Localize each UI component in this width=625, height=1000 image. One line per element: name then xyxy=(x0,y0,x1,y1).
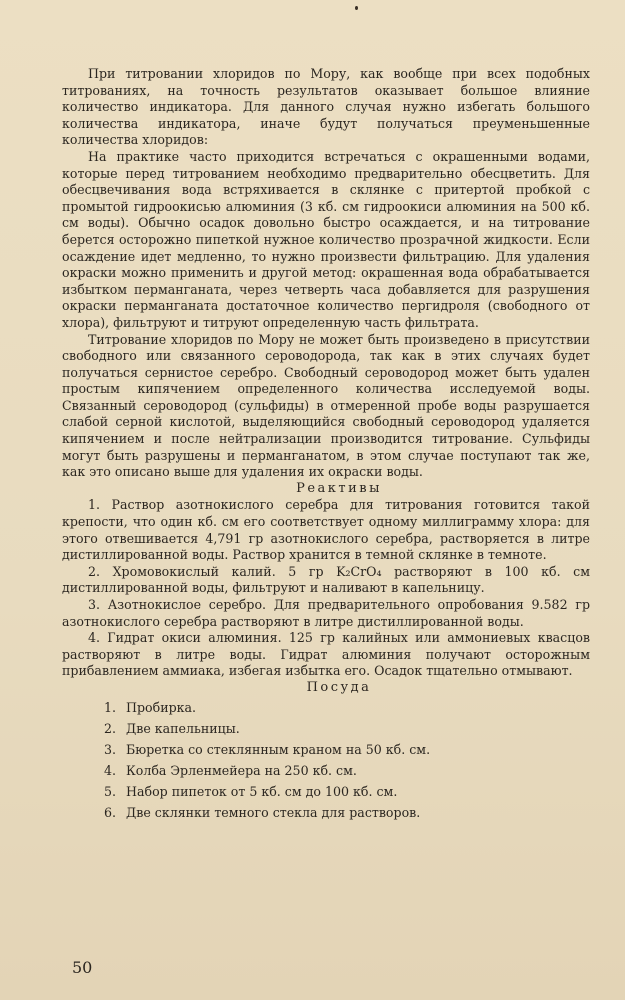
list-item xyxy=(104,802,590,823)
reagents-heading: Реактивы xyxy=(296,480,382,496)
paragraph-hydrogen-sulfide: Титрование хлоридов по Мору не может быть произведено в присутствии свободного или связанного сероводорода, так как в этих случаях будет получаться сернистое серебро. Свободный сероводород может быть удален простым кипячением определенного количества исследуемой воды. Связанный сероводород (сульфиды) в отмеренной пробе воды разрушается слабой серной кислотой, выделяющийся свободный сероводород удаляется кипячением и после нейтрализации производится титрование. Сульфиды могут быть разрушены и перманганатом, в этом случае поступают так же, как это описано выше для удаления их окраски воды. xyxy=(62,331,590,480)
item-number: 5. xyxy=(104,783,117,799)
list-item xyxy=(104,781,590,802)
list-item xyxy=(104,760,590,781)
page-content xyxy=(62,66,590,823)
list-item xyxy=(104,697,590,718)
item-text: Пробирка. xyxy=(126,699,197,715)
reagents-list xyxy=(62,497,590,680)
item-text: Бюретка со стеклянным краном на 50 кб. см. xyxy=(126,741,431,757)
reagent-item: 2. Хромовокислый калий. 5 гр K₂CrO₄ растворяют в 100 кб. см дистиллированной воды, фильтруют и наливают в капельницу. xyxy=(62,563,590,596)
glassware-list xyxy=(62,697,590,823)
glassware-heading: Посуда xyxy=(306,679,372,695)
item-number: 4. xyxy=(104,762,117,778)
item-number: 1. xyxy=(104,699,117,715)
list-item xyxy=(104,739,590,760)
reagent-item: 4. Гидрат окиси алюминия. 125 гр калийных или аммониевых квасцов растворяют в литре воды. Гидрат алюминия получают осторожным прибавлением аммиака, избегая избытка его. Осадок тщательно отмывают. xyxy=(62,630,590,679)
reagent-item: 3. Азотнокислое серебро. Для предварительного опробования 9.582 гр азотнокислого серебра растворяют в литре дистиллированной воды. xyxy=(62,597,590,629)
item-number: 6. xyxy=(104,804,117,820)
item-text: Две капельницы. xyxy=(126,720,240,736)
ink-speck xyxy=(355,6,358,10)
paragraph-colored-water: На практике часто приходится встречаться с окрашенными водами, которые перед титрованием необходимо предварительно обесцветить. Для обесцвечивания вода встряхивается в склянке с притертой пробкой с промытой гидроокисью алюминия (3 кб. см гидроокиси алюминия на 500 кб. см воды). Обычно осадок довольно быстро осаждается, и на титрование берется осторожно пипеткой нужное количество прозрачной жидкости. Если осаждение идет медленно, то нужно произвести фильтрацию. Для удаления окраски можно применить и другой метод: окрашенная вода обрабатывается избытком перманганата, через четверть часа добавляется для разрушения окраски перманганата достаточное количество пергидроля (свободного от хлора), фильтруют и титруют определенную часть фильтрата. xyxy=(62,148,590,330)
item-number: 3. xyxy=(104,741,117,757)
reagent-item: 1. Раствор азотнокислого серебра для титрования готовится такой крепости, что один кб. см его соответствует одному миллиграмму хлора: для этого отвешивается 4,791 гр азотнокислого серебра, растворяется в литре дистиллированной воды. Раствор хранится в темной склянке в темноте. xyxy=(62,497,590,563)
item-text: Колба Эрленмейера на 250 кб. см. xyxy=(126,762,357,778)
item-text: Набор пипеток от 5 кб. см до 100 кб. см. xyxy=(126,783,398,799)
item-number: 2. xyxy=(104,720,117,736)
list-item xyxy=(104,718,590,739)
page-number: 50 xyxy=(72,958,93,977)
item-text: Две склянки темного стекла для растворов. xyxy=(126,804,421,820)
paragraph-indicator: При титровании хлоридов по Мору, как вообще при всех подобных титрованиях, на точность результатов оказывает большое влияние количество индикатора. Для данного случая нужно избегать большого количества индикатора, иначе будут получаться преуменьшенные количества хлоридов: xyxy=(62,66,590,148)
